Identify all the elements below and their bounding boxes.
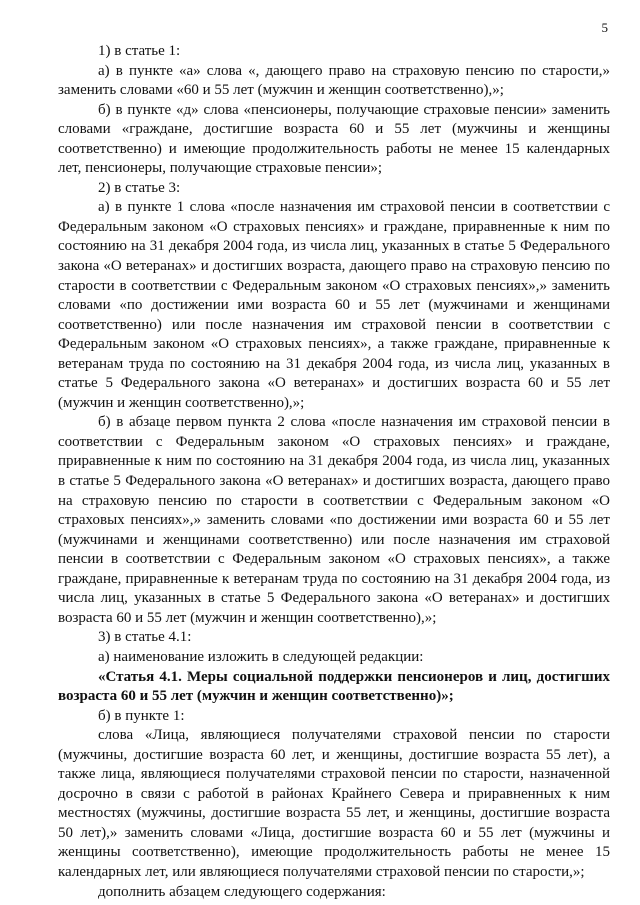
paragraph-article1: 1) в статье 1: bbox=[98, 43, 181, 59]
paragraph-article1-a: а) в пункте «а» слова «, дающего право на страховую пенсию по старости,» заменить словами «60 и 55 лет (мужчин и женщин соответственно),»; bbox=[58, 62, 610, 99]
paragraph-article3-a: а) в пункте 1 слова «после назначения им страховой пенсии в соответствии с Федеральным законом «О страховых пенсиях» и граждане, приравненные к ним по состоянию на 31 декабря 2004 года, из числа лиц, указанных в статье 5 Федерального закона «О ветеранах» и достигших возраста, дающего право на страховую пенсию по старости в соответствии с Федеральным законом «О страховых пенсиях»,» заменить словами «по достижении ими возраста 60 и 55 лет (мужчинами и женщинами соответственно) или после назначения им страховой пенсии в соответствии с Федеральным законом «О страховых пенсиях», а также граждане, приравненные к ветеранам труда по состоянию на 31 декабря 2004 года, из числа лиц, указанных в статье 5 Федерального закона «О ветеранах» и достигших возраста 60 и 55 лет (мужчин и женщин соответственно),»; bbox=[58, 199, 610, 411]
paragraph-article4-1: 3) в статье 4.1: bbox=[98, 629, 192, 646]
paragraph-article3: 2) в статье 3: bbox=[98, 179, 181, 196]
paragraph-article4-1-a: а) наименование изложить в следующей редакции: bbox=[98, 648, 424, 665]
paragraph-article3-b: б) в абзаце первом пункта 2 слова «после назначения им страховой пенсии в соответствии с Федеральным законом «О страховых пенсиях» и граждане, приравненные к ним по состоянию на 31 декабря 2004 года, из числа лиц, указанных в статье 5 Федерального закона «О ветеранах» и достигших возраста, дающего право на страховую пенсию по старости в соответствии с Федеральным законом «О страховых пенсиях»,» заменить словами «по достижении ими возраста 60 и 55 лет (мужчинами и женщинами соответственно) или после назначения им страховой пенсии в соответствии с Федеральным законом «О страховых пенсиях», а также граждане, приравненные к ветеранам труда по состоянию на 31 декабря 2004 года, из числа лиц, указанных в статье 5 Федерального закона «О ветеранах» и достигших возраста 60 и 55 лет (мужчин и женщин соответственно),»; bbox=[58, 414, 610, 626]
article-4-1-heading: «Статья 4.1. Меры социальной поддержки пенсионеров и лиц, достигших возраста 60 и 55 лет (мужчин и женщин соответственно)»; bbox=[58, 668, 610, 705]
paragraph-article1-b: б) в пункте «д» слова «пенсионеры, получающие страховые пенсии» заменить словами «граждане, достигшие возраста 60 и 55 лет (мужчины и женщины соответственно) и имеющие продолжительность работы не менее 15 календарных лет, пенсионеры, получающие страховые пенсии»; bbox=[58, 101, 610, 177]
paragraph-article4-1-b: б) в пункте 1: bbox=[98, 707, 185, 724]
paragraph-supplement: дополнить абзацем следующего содержания: bbox=[98, 883, 386, 900]
paragraph-replacement-words: слова «Лица, являющиеся получателями страховой пенсии по старости (мужчины, достигшие возраста 60 лет, и женщины, достигшие возраста 55 лет), а также лица, являющиеся получателями страховой пенсии по старости, назначенной досрочно в связи с работой в районах Крайнего Севера и приравненных к ним местностях (мужчины, достигшие возраста 55 лет, и женщины, достигшие возраста 50 лет),» заменить словами «Лица, достигшие возраста 60 и 55 лет (мужчины и женщины соответственно), имеющие продолжительность работы не менее 15 календарных лет, или являющиеся получателями страховой пенсии по старости,»; bbox=[58, 727, 610, 880]
page-number: 5 bbox=[601, 20, 608, 35]
document-body bbox=[58, 42, 610, 902]
